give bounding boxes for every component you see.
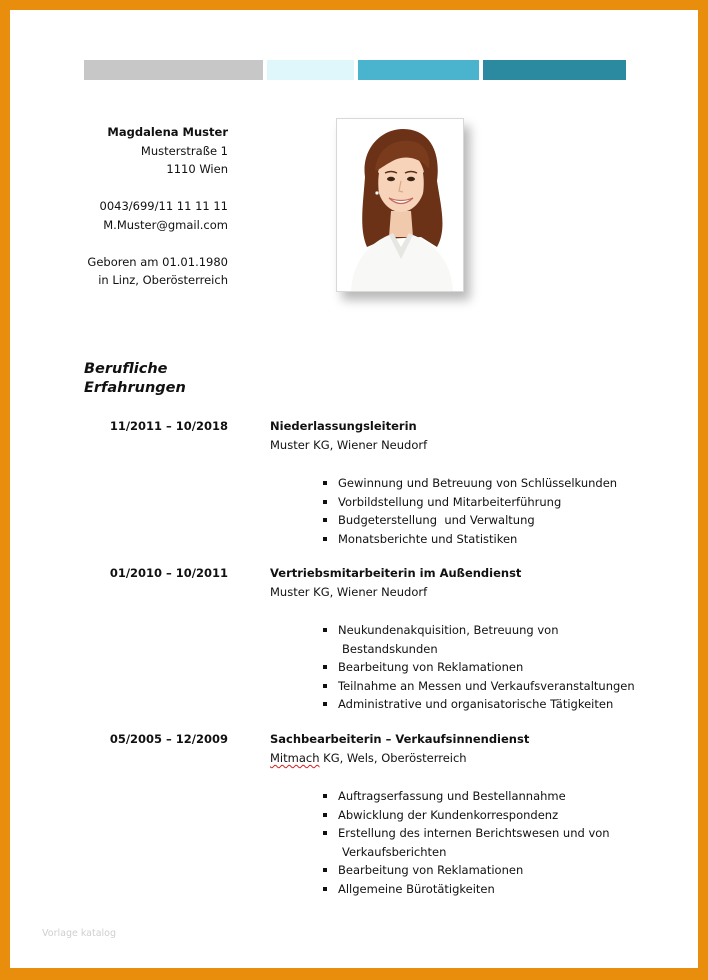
experience-job-title: Vertriebsmitarbeiterin im Außendienst: [270, 566, 522, 580]
birth-place: in Linz, Oberösterreich: [98, 273, 228, 287]
bullet-square-icon: [323, 887, 327, 891]
bullet-item: Monatsberichte und Statistiken: [338, 530, 638, 549]
bullet-item: Vorbildstellung und Mitarbeiterführung: [338, 493, 638, 512]
watermark: Vorlage katalog: [42, 928, 117, 939]
bullet-square-icon: [323, 665, 327, 669]
experience-company: [270, 751, 467, 765]
bullet-square-icon: [323, 813, 327, 817]
bullet-item: Neukundenakquisition, Betreuung von: [338, 621, 638, 640]
section-title-experience: [84, 360, 186, 398]
experience-period: 11/2011 – 10/2018: [109, 419, 228, 433]
phone-number: 0043/699/11 11 11 11: [99, 199, 228, 213]
bullet-item: Bearbeitung von Reklamationen: [338, 658, 638, 677]
bullet-item: Auftragserfassung und Bestellannahme: [338, 787, 638, 806]
bullet-item: Bearbeitung von Reklamationen: [338, 861, 638, 880]
bullet-square-icon: [323, 868, 327, 872]
bullet-square-icon: [323, 537, 327, 541]
experience-company: Muster KG, Wiener Neudorf: [270, 585, 428, 599]
bullet-item: Budgeterstellung und Verwaltung: [338, 511, 638, 530]
bullet-square-icon: [323, 831, 327, 835]
bullet-item: Abwicklung der Kundenkorrespondenz: [338, 806, 638, 825]
header-bar-teal: [483, 60, 626, 80]
experience-company: Muster KG, Wiener Neudorf: [270, 438, 428, 452]
bullet-square-icon: [323, 628, 327, 632]
bullet-square-icon: [323, 518, 327, 522]
bullet-item: Erstellung des internen Berichtswesen und von: [338, 824, 638, 843]
company-name-spellcheck: Mitmach: [270, 751, 320, 765]
applicant-photo: [336, 118, 464, 292]
experience-bullets: [338, 474, 638, 548]
experience-bullets: [338, 621, 638, 714]
experience-period: 01/2010 – 10/2011: [109, 566, 228, 580]
resume-page: [10, 10, 698, 968]
header-bar-gray: [84, 60, 263, 80]
bullet-item-continuation: Bestandskunden: [342, 641, 438, 656]
email-address: M.Muster@gmail.com: [103, 217, 228, 232]
bullet-square-icon: [323, 794, 327, 798]
header-bar-light-cyan: [267, 60, 354, 80]
experience-job-title: Sachbearbeiterin – Verkaufsinnendienst: [270, 732, 530, 746]
company-rest: KG, Wels, Oberösterreich: [319, 751, 467, 765]
birth-date: Geboren am 01.01.1980: [87, 254, 228, 269]
portrait-illustration: [337, 119, 463, 291]
bullet-square-icon: [323, 481, 327, 485]
section-title-line2: Erfahrungen: [84, 380, 186, 396]
spacer: [87, 179, 228, 198]
bullet-item: Teilnahme an Messen und Verkaufsveranstaltungen: [338, 677, 638, 696]
bullet-item: Administrative und organisatorische Tätigkeiten: [338, 695, 638, 714]
header-bar-cyan: [358, 60, 479, 80]
section-title-line1: Berufliche: [84, 361, 168, 377]
bullet-item: Gewinnung und Betreuung von Schlüsselkunden: [338, 474, 638, 493]
experience-period: 05/2005 – 12/2009: [109, 732, 228, 746]
bullet-item-continuation: Verkaufsberichten: [342, 844, 447, 859]
experience-job-title: Niederlassungsleiterin: [270, 419, 417, 433]
bullet-square-icon: [323, 702, 327, 706]
bullet-square-icon: [323, 500, 327, 504]
street-address: Musterstraße 1: [140, 143, 228, 158]
applicant-name: Magdalena Muster: [107, 125, 228, 139]
experience-bullets: [338, 787, 638, 898]
contact-block: [87, 123, 228, 290]
bullet-square-icon: [323, 684, 327, 688]
bullet-item: Allgemeine Bürotätigkeiten: [338, 880, 638, 899]
spacer: [87, 234, 228, 253]
city-address: 1110 Wien: [166, 162, 228, 176]
